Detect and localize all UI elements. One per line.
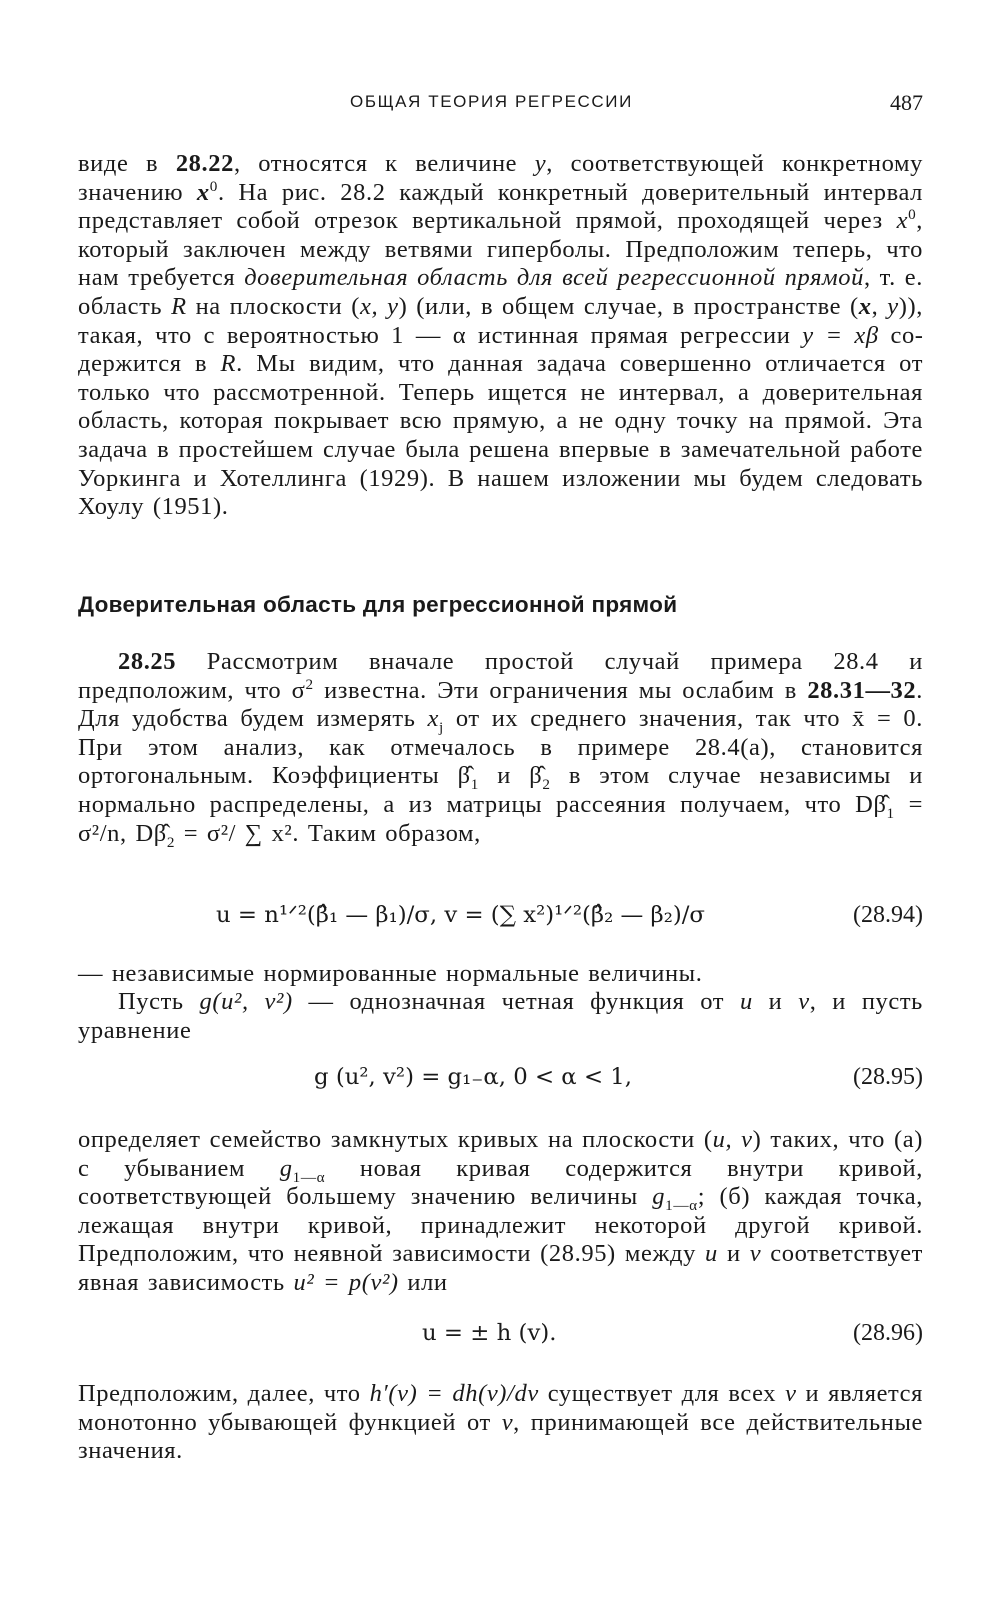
math-variable: g (279, 1154, 293, 1182)
text-run: известна. Эти ограничения мы ослабим в (313, 676, 808, 704)
equation-formula: g (u², v²) = g₁₋α, 0 < α < 1, (314, 1064, 633, 1090)
equation-28-95 (78, 1064, 923, 1096)
running-title: ОБЩАЯ ТЕОРИЯ РЕГРЕССИИ (350, 92, 633, 111)
superscript: 0 (209, 177, 218, 195)
math-expression: y = xβ (802, 321, 879, 349)
math-variable: R (171, 292, 187, 320)
math-expression: h′(v) = dh(v)/dv (369, 1380, 539, 1407)
subscript: 1 (470, 776, 479, 794)
text-run: новая кривая содержится внутри кривой, соответствующей большему значению величины (78, 1154, 923, 1211)
equation-28-96 (78, 1320, 923, 1352)
text-run: Предположим, далее, что (78, 1380, 370, 1407)
equation-formula: u = ± h (v). (422, 1320, 557, 1346)
text-run: , принимающей все действительные значения. (78, 1408, 923, 1465)
math-variable: v (798, 988, 810, 1015)
equation-number: (28.95) (853, 1064, 923, 1090)
superscript: 0 (908, 206, 917, 224)
subscript: 2 (166, 833, 176, 851)
math-variable: x (896, 207, 909, 235)
text-run: , относятся к величине (233, 150, 535, 177)
section-reference: 28.31—32 (807, 676, 917, 704)
subscript: 1—α (292, 1168, 326, 1186)
text-run: виде в (78, 150, 176, 177)
math-variable: y (534, 150, 547, 177)
page-number: 487 (890, 90, 923, 115)
subscript: 1 (886, 804, 895, 822)
paragraph-independent: — независимые нормированные нормальные величины. (78, 960, 703, 987)
running-head (78, 92, 923, 122)
math-expression: g(u², v²) (199, 988, 293, 1015)
paragraph-intro (78, 150, 923, 522)
equation-formula: u = n¹ᐟ²(β̂₁ — β₁)/σ, v = (∑ x²)¹ᐟ²(β̂₂ — β₂)/σ (216, 902, 705, 928)
text-run: и является монотонно убывающей функцией от (78, 1380, 923, 1436)
math-variable: u (705, 1240, 718, 1268)
text-run: = σ²/n, Dβ̂ (78, 790, 923, 847)
text-run: — однозначная четная функция от (292, 988, 740, 1015)
text-run: ) таких, что (а) с убыванием (78, 1126, 923, 1182)
text-run: от их среднего значения, так что x̄ = 0. При этом анализ, как отмечалось в примере 28.4(а), становится ортогональным. Коэффициенты β̂ (78, 705, 923, 790)
text-run: содержится в (78, 321, 923, 378)
text-run: . Для удобства будем измерять (78, 676, 923, 733)
math-variable: v (501, 1408, 514, 1436)
subscript: 1—α (665, 1197, 698, 1215)
section-reference: 28.22 (175, 150, 234, 177)
text-run: . На рис. 28.2 каждый конкретный доверительный интервал представляет собой отрезок вертикальной прямой, проходящей через (78, 178, 923, 235)
paragraph-28-25 (78, 648, 923, 851)
text-run: соответствует явная зависимость (78, 1240, 923, 1296)
text-run: в этом случае независимы и нормально распределены, а из матрицы рассеяния получаем, что Dβ̂ (78, 762, 923, 818)
math-variable: v (749, 1240, 762, 1268)
text-run: Рассмотрим вначале простой случай примера 28.4 и предположим, что σ (78, 648, 923, 704)
math-variable: y (887, 292, 899, 320)
text-run: и β̂ (478, 762, 543, 790)
text-run: определяет семейство замкнутых кривых на плоскости ( (78, 1126, 713, 1153)
text-run: = σ²/ ∑ x². Таким образом, (175, 819, 481, 847)
text-run: и (752, 988, 799, 1015)
text-run: на плоскости ( (186, 292, 361, 320)
text-run: , и пусть уравнение (78, 988, 923, 1044)
text-run: существует для всех (538, 1380, 786, 1407)
equation-28-94 (78, 902, 923, 934)
subscript: j (439, 719, 444, 737)
text-run: и (717, 1240, 750, 1268)
math-variable: u, v (712, 1126, 753, 1153)
text-run: , (871, 292, 888, 320)
text-run: . Мы видим, что данная задача совершенно отличается от только что рассмотренной. Теперь ищется не интервал, а доверительная область, которая покрывает всю прямую, а не одну точку на прямой. Эта задача в простейшем случае была решена впервые в замечательной работе Уоркинга и Хотеллинга (1929). В нашем изложении мы будем следовать Хоулу (1951). (78, 350, 923, 521)
text-run: ; (б) каждая точка, лежащая внутри кривой, принадлежит некоторой другой кривой. Предположим, что неявной зависимости (28.95) между (78, 1183, 923, 1268)
math-variable: x (858, 292, 872, 320)
section-heading: Доверительная область для регрессионной прямой (78, 592, 678, 617)
math-variable: x (427, 705, 440, 733)
paragraph-closed-curves (78, 1126, 923, 1298)
equation-number: (28.94) (853, 902, 923, 928)
math-variable: v (785, 1380, 797, 1407)
equation-number: (28.96) (853, 1320, 923, 1346)
paragraph-function-g (78, 988, 923, 1045)
text-run: Пусть (118, 988, 200, 1015)
superscript: 2 (305, 675, 314, 693)
math-variable: x, y (360, 292, 399, 320)
math-variable: u (739, 988, 753, 1015)
text-run: , соответствующей конкретному значению (78, 150, 923, 206)
text-run: или (398, 1268, 448, 1296)
math-expression: u² = p(v²) (293, 1268, 399, 1296)
math-variable: R (220, 350, 237, 378)
math-variable: g (652, 1183, 666, 1211)
text-run: )), такая, что с вероятностью 1 — α истинная прямая регрессии (78, 292, 923, 349)
subscript: 2 (542, 776, 551, 794)
text-run: ) (или, в общем случае, в пространстве ( (398, 292, 859, 320)
paragraph-number: 28.25 (118, 648, 177, 675)
text-run: , т. е. область (78, 264, 923, 320)
text-run: , который заключен между ветвями гиперболы. Предположим теперь, что нам требуется (78, 207, 923, 292)
paragraph-derivative (78, 1380, 923, 1466)
emphasis-text: доверительная область для всей регрессионной прямой (244, 264, 864, 292)
math-variable: x (196, 178, 210, 206)
